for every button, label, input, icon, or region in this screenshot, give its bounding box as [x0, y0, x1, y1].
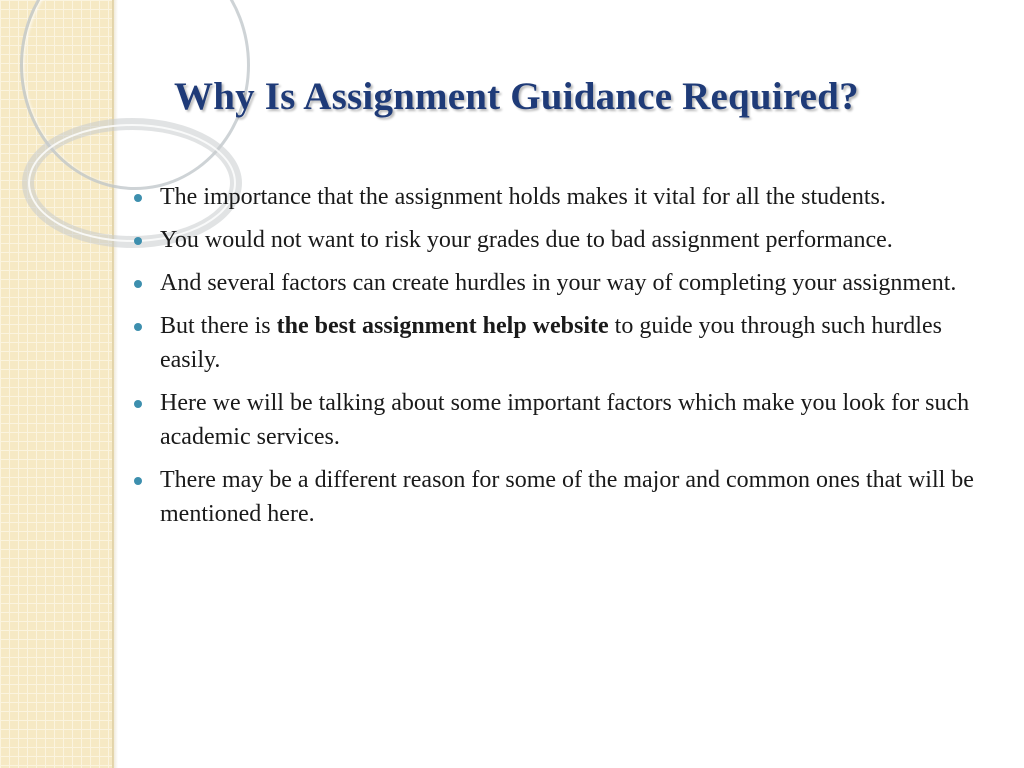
slide-title: Why Is Assignment Guidance Required? [174, 75, 859, 118]
bullet-item [130, 386, 980, 454]
bullet-dot-icon [134, 477, 142, 485]
bullet-item [130, 266, 980, 300]
bullet-item [130, 463, 980, 531]
bullet-text: You would not want to risk your grades due to bad assignment performance. [160, 227, 893, 253]
bullet-dot-icon [134, 280, 142, 288]
bullet-item [130, 309, 980, 377]
bullet-text: And several factors can create hurdles in your way of completing your assignment. [160, 270, 957, 296]
bullet-dot-icon [134, 400, 142, 408]
bullet-text: The importance that the assignment holds makes it vital for all the students. [160, 184, 886, 210]
bullet-item [130, 223, 980, 257]
bullet-text: There may be a different reason for some of the major and common ones that will be mentioned here. [160, 467, 974, 527]
bullet-text-post: to guide you through such hurdles easily. [160, 313, 942, 373]
bullet-dot-icon [134, 237, 142, 245]
bullet-list [130, 180, 980, 540]
bullet-text-pre: But there is [160, 313, 277, 339]
bullet-dot-icon [134, 323, 142, 331]
bullet-text: Here we will be talking about some important factors which make you look for such academic services. [160, 390, 970, 450]
bullet-dot-icon [134, 194, 142, 202]
bullet-item [130, 180, 980, 214]
bullet-bold-phrase: the best assignment help website [276, 313, 609, 339]
